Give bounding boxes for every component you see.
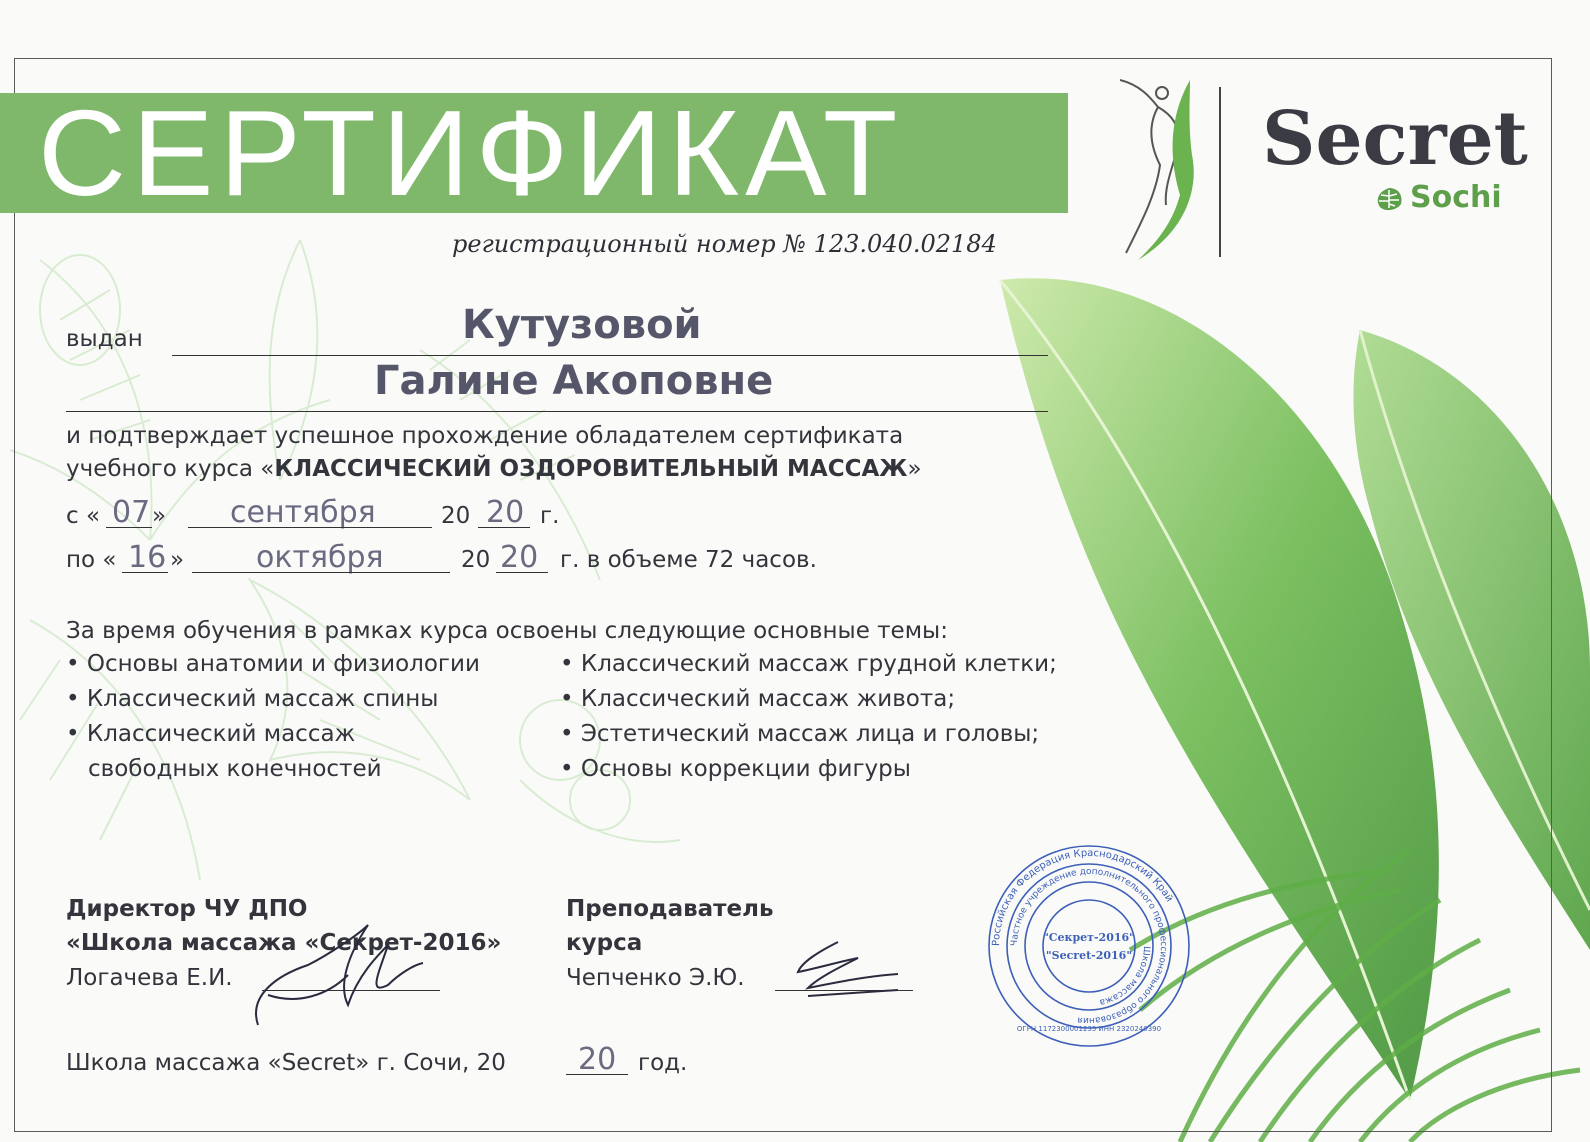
certificate-title: СЕРТИФИКАТ <box>38 85 904 221</box>
recipient-given-names: Галине Акоповне <box>374 358 774 404</box>
topics-intro: За время обучения в рамках курса освоены следующие основные темы: <box>66 618 948 644</box>
topic-right-1: • Классический массаж грудной клетки; <box>560 651 1057 677</box>
name-underline-1 <box>172 355 1048 356</box>
course-name: КЛАССИЧЕСКИЙ ОЗДОРОВИТЕЛЬНЫЙ МАССАЖ <box>274 456 908 482</box>
date-to-quote: » <box>170 547 185 573</box>
date-from-century: 20 <box>441 503 471 529</box>
topic-right-4: • Основы коррекции фигуры <box>560 756 911 782</box>
underline-from-day <box>106 527 152 528</box>
director-title-1: Директор ЧУ ДПО <box>66 896 308 922</box>
topic-right-3: • Эстетический массаж лица и головы; <box>560 721 1040 747</box>
date-from-month: сентября <box>230 495 376 530</box>
name-underline-2 <box>66 411 1048 412</box>
footer-year-underline <box>566 1074 628 1075</box>
teacher-signature <box>788 938 908 1002</box>
teacher-title-1: Преподаватель <box>566 896 774 922</box>
director-title-2: «Школа массажа «Секрет-2016» <box>66 930 502 956</box>
course-line <box>66 456 922 482</box>
course-suffix: » <box>907 456 922 482</box>
underline-to-year <box>496 572 548 573</box>
date-from-year: 20 <box>486 495 525 530</box>
footer-suffix: год. <box>638 1050 688 1076</box>
official-seal <box>986 843 1192 1049</box>
seal-middle-text: Частное учреждение дополнительного профессионального образования <box>1009 866 1169 1026</box>
footer-year: 20 <box>578 1042 617 1077</box>
date-from-suffix: г. <box>540 503 560 529</box>
seal-inner-text: Школа массажа <box>1098 945 1152 1007</box>
director-name: Логачева Е.И. <box>66 965 233 991</box>
underline-from-year <box>478 527 530 528</box>
date-to-suffix: г. в объеме 72 часов. <box>560 547 817 573</box>
monstera-leaf-icon <box>1375 186 1403 212</box>
topic-left-2: • Классический массаж спины <box>66 686 439 712</box>
confirmation-text: и подтверждает успешное прохождение обладателем сертификата <box>66 423 904 449</box>
seal-ids: ОГРН 1172300001235 ИНН 2320240390 <box>1016 1025 1162 1033</box>
topic-left-1: • Основы анатомии и физиологии <box>66 651 480 677</box>
date-to-year: 20 <box>500 540 539 575</box>
date-to-month: октября <box>256 540 384 575</box>
footer-text: Школа массажа «Secret» г. Сочи, 20 <box>66 1050 506 1076</box>
date-from-prefix: с « <box>66 503 101 529</box>
underline-from-month <box>188 527 432 528</box>
course-prefix: учебного курса « <box>66 456 275 482</box>
date-to-prefix: по « <box>66 547 117 573</box>
underline-to-day <box>122 572 168 573</box>
recipient-surname: Кутузовой <box>462 302 702 348</box>
issued-label: выдан <box>66 326 143 352</box>
registration-number: регистрационный номер № 123.040.02184 <box>452 230 997 258</box>
teacher-name: Чепченко Э.Ю. <box>566 965 745 991</box>
underline-to-month <box>192 572 450 573</box>
date-to-day: 16 <box>128 540 167 575</box>
teacher-title-2: курса <box>566 930 643 956</box>
topic-left-3-continued: свободных конечностей <box>88 756 382 782</box>
seal-center-en: "Secret-2016" <box>1045 949 1133 962</box>
date-from-quote: » <box>152 503 167 529</box>
logo-wordmark: Secret <box>1262 96 1528 182</box>
seal-center-ru: "Секрет-2016" <box>1043 931 1135 944</box>
logo-subtitle: Sochi <box>1410 180 1502 215</box>
director-signature <box>238 905 428 1035</box>
topic-right-2: • Классический массаж живота; <box>560 686 956 712</box>
topic-left-3: • Классический массаж <box>66 721 356 747</box>
date-from-day: 07 <box>112 495 151 530</box>
seal-outer-text: Российская Федерация Краснодарский Край <box>990 847 1175 947</box>
date-to-century: 20 <box>461 547 491 573</box>
